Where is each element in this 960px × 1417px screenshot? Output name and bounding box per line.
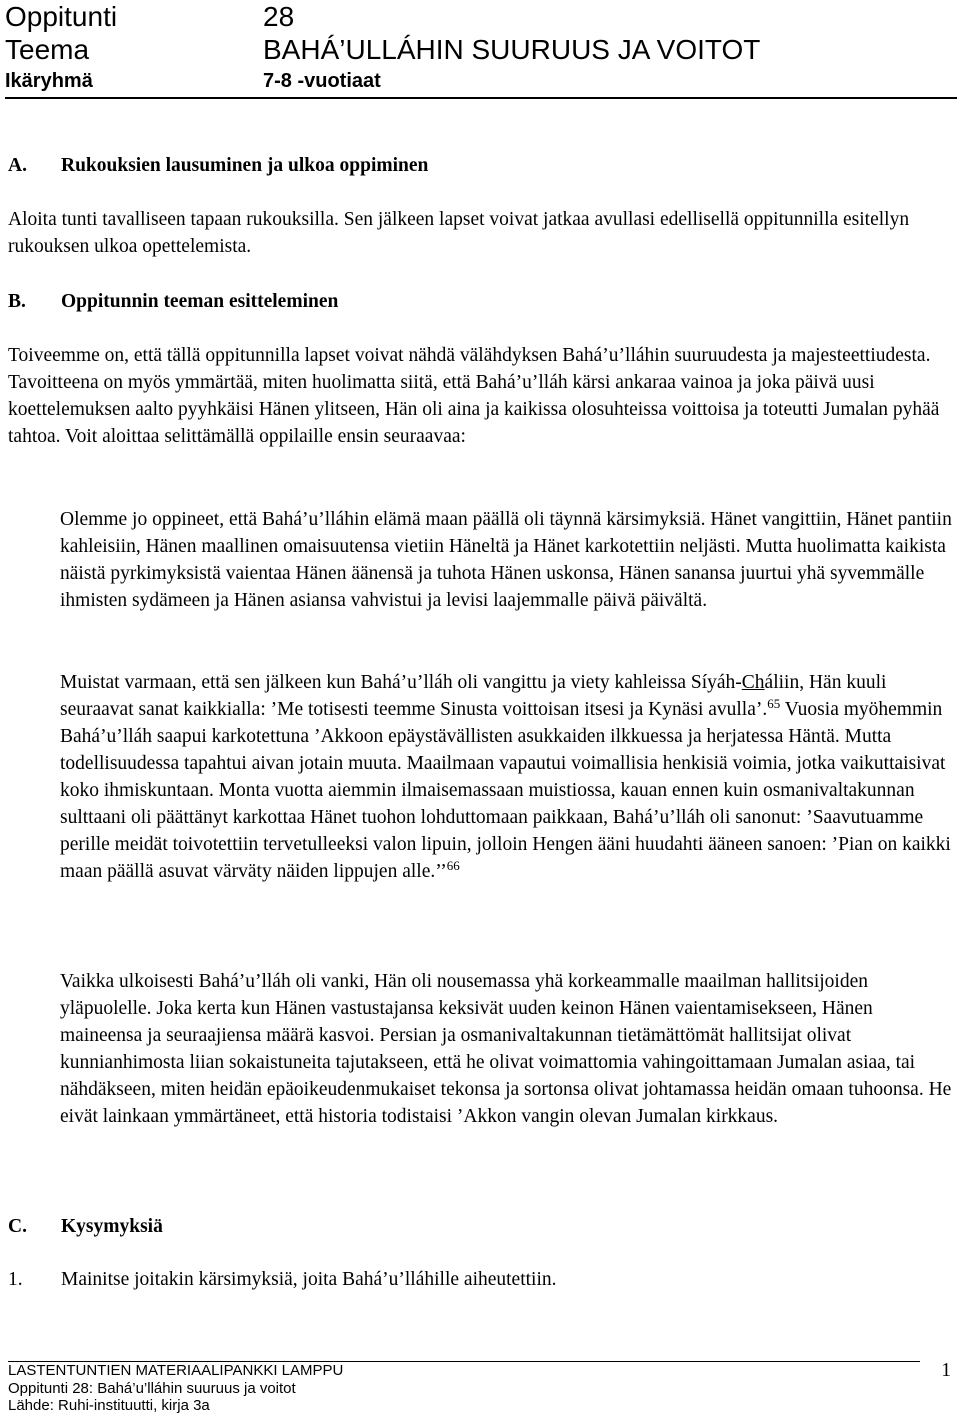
section-b-title: Oppitunnin teeman esitteleminen [61,291,339,312]
story-paragraph-1: Olemme jo oppineet, että Bahá’u’lláhin elämä maan päällä oli täynnä kärsimyksiä. Hänet vangittiin, Hänet pantiin kahleisiin, Hänen maallinen omaisuutensa vietiin Häneltä ja Hänet karkotettiin neljästi. Mutta huolimatta kaikista näistä pyrkimyksistä vaientaa Hänen äänensä ja tuhota Hänen uskonsa, Hänen sanansa juurtui yhä syvemmälle ihmisten sydämeen ja Hänen asiansa vahvistui ja levisi laajemmalle päivä päivältä. [60,509,952,611]
header-divider [5,97,957,99]
section-b-intro: Toiveemme on, että tällä oppitunnilla lapset voivat nähdä välähdyksen Bahá’u’lláhin suuruudesta ja majesteettiudesta. Tavoitteena on myös ymmärtää, miten huolimatta siitä, että Bahá’u’lláh kärsi ankaraa vainoa ja joka päivä uusi koettelemuksen aalto pyyhkäisi Hänen ylitseen, Hän oli aina ja kaikissa olosuhteissa voittoisa ja toteutti Jumalan pyhää tahtoa. Voit aloittaa selittämällä oppilaille ensin seuraavaa: [8,345,940,447]
section-a-heading [8,152,953,179]
page-number: 1 [941,1360,951,1381]
lesson-number: 28 [263,1,295,32]
section-c-heading [8,1213,953,1240]
theme-label: Teema [5,34,90,65]
section-a-text: Aloita tunti tavalliseen tapaan rukouksilla. Sen jälkeen lapset voivat jatkaa avullasi edellisellä oppitunnilla esitellyn rukouksen ulkoa opettelemista. [8,209,910,257]
question-text: Mainitse joitakin kärsimyksiä, joita Bahá’u’lláhille aiheutettiin. [61,1269,557,1290]
footnote-ref-66: 66 [446,858,460,873]
lesson-header [5,0,957,99]
question-item [8,1266,953,1293]
section-a-letter: A. [8,155,27,176]
footer-source [8,1362,343,1415]
section-b-heading [8,288,953,315]
age-group: 7-8 -vuotiaat [263,70,381,92]
footer-lesson-title: Oppitunti 28: Bahá’u’lláhin suuruus ja voitot [8,1379,296,1397]
story-paragraph-2 [60,669,953,885]
story-paragraph-3: Vaikka ulkoisesti Bahá’u’lláh oli vanki, Hän oli nousemassa yhä korkeammalle maailman hallitsijoiden yläpuolelle. Joka kerta kun Hänen vastustajansa keksivät uuden keinon Hänen vaientamisekseen, Hänen maineensa ja seuraajiensa määrä kasvoi. Persian ja osmanivaltakunnan tietämättömät hallitsijat olivat kunnianhimosta liian sokaistuneita tajutakseen, että he olivat voimattomia vahingoittamaan Jumalan asiaa, tai nähdäkseen, miten heidän epäoikeudenmukaiset tekonsa ja sortonsa olivat johtamassa heidän omaan tuhoonsa. He eivät lainkaan ymmärtäneet, että historia todistaisi ’Akkon vangin olevan Jumalan kirkkaus. [60,971,952,1127]
story-paragraph-2-underlined: Ch [741,672,765,693]
section-b-letter: B. [8,291,26,312]
footer-collection-name: LASTENTUNTIEN MATERIAALIPANKKI LAMPPU [8,1362,344,1379]
story-paragraph-2-part-3: Vuosia myöhemmin Bahá’u’lláh saapui karkotettuna ’Akkoon epäystävällisten asukkaiden ilkkuessa ja herjatessa Häntä. Mutta todellisuudessa tapahtui aivan jotain muuta. Maailmaan vapautui voimallisia henkisiä voimia, jotka vaikuttaisivat koko ihmiskuntaan. Monta vuotta aiemmin ilmaisemassaan muistiossa, kauan ennen kuin osmanivaltakunnan sulttaani oli päättänyt karkottaa Hänet tuohon lohduttomaan paikkaan, Bahá’u’lláh oli sanonut: ’Saavutuamme perille meidät toivotettiin tervetulleeksi valon lipuin, jolloin Hengen ääni huudahti ääneen sanoen: ’Pian on kaikki maan päällä asuvat värväty näiden lippujen alle.’’ [60,699,951,882]
story-paragraph-2-part-2: áliin, Hän kuuli seuraavat sanat kaikkialla: ’Me totisesti teemme Sinusta voittoisan itsesi ja Kynäsi avulla’. [60,672,887,720]
story-paragraph-2-part-1: Muistat varmaan, että sen jälkeen kun Bahá’u’lláh oli vangittu ja viety kahleissa Síyáh- [60,672,742,693]
footer-source-reference: Lähde: Ruhi-instituutti, kirja 3a [8,1397,210,1414]
footnote-ref-65: 65 [767,696,781,711]
section-a-title: Rukouksien lausuminen ja ulkoa oppiminen [61,155,429,176]
theme-title: BAHÁ’ULLÁHIN SUURUUS JA VOITOT [263,34,761,65]
age-label: Ikäryhmä [5,70,93,92]
lesson-label: Oppitunti [5,1,118,32]
section-c-title: Kysymyksiä [61,1216,163,1237]
question-number: 1. [8,1269,23,1290]
section-c-letter: C. [8,1216,27,1237]
